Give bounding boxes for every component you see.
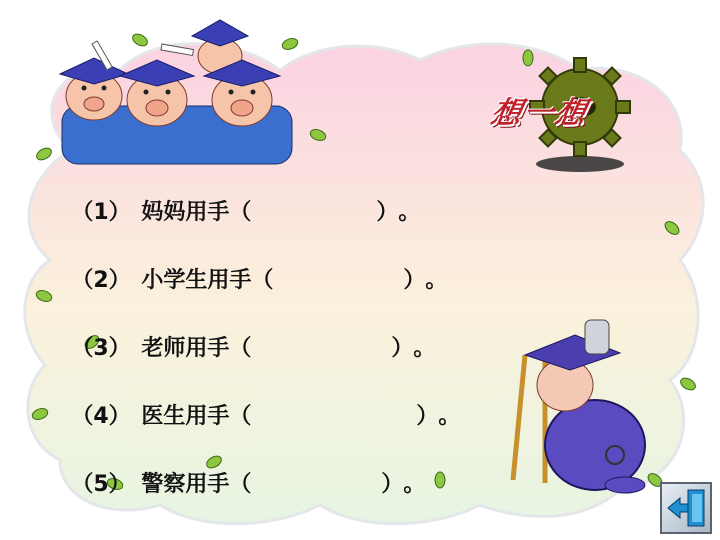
open-paren: （ <box>229 472 252 497</box>
period: 。 <box>425 268 448 293</box>
line-subject: 警察用手 <box>141 472 230 497</box>
line-number: （5） <box>71 472 131 497</box>
exit-button[interactable] <box>660 482 712 534</box>
line-subject: 小学生用手 <box>141 268 252 293</box>
period: 。 <box>403 472 426 497</box>
pig-telescope-illustration <box>505 315 655 495</box>
close-paren: ） <box>376 200 399 225</box>
exit-door-icon <box>662 484 710 532</box>
line-subject: 老师用手 <box>141 336 230 361</box>
period: 。 <box>438 404 461 429</box>
open-paren: （ <box>251 268 274 293</box>
line-number: （3） <box>71 336 131 361</box>
think-title: 想一想 <box>487 96 591 131</box>
open-paren: （ <box>229 336 252 361</box>
question-line-4 <box>56 374 460 430</box>
close-paren: ） <box>416 404 439 429</box>
line-subject: 妈妈用手 <box>141 200 230 225</box>
line-number: （1） <box>71 200 131 225</box>
question-line-2 <box>56 238 447 294</box>
open-paren: （ <box>229 404 252 429</box>
line-subject: 医生用手 <box>141 404 230 429</box>
question-line-3 <box>56 306 435 362</box>
open-paren: （ <box>229 200 252 225</box>
period: 。 <box>398 200 421 225</box>
close-paren: ） <box>391 336 414 361</box>
period: 。 <box>413 336 436 361</box>
close-paren: ） <box>403 268 426 293</box>
graduate-pigs-illustration <box>52 16 302 166</box>
close-paren: ） <box>381 472 404 497</box>
line-number: （2） <box>71 268 131 293</box>
question-line-5 <box>56 442 425 498</box>
line-number: （4） <box>71 404 131 429</box>
question-line-1 <box>56 170 420 226</box>
